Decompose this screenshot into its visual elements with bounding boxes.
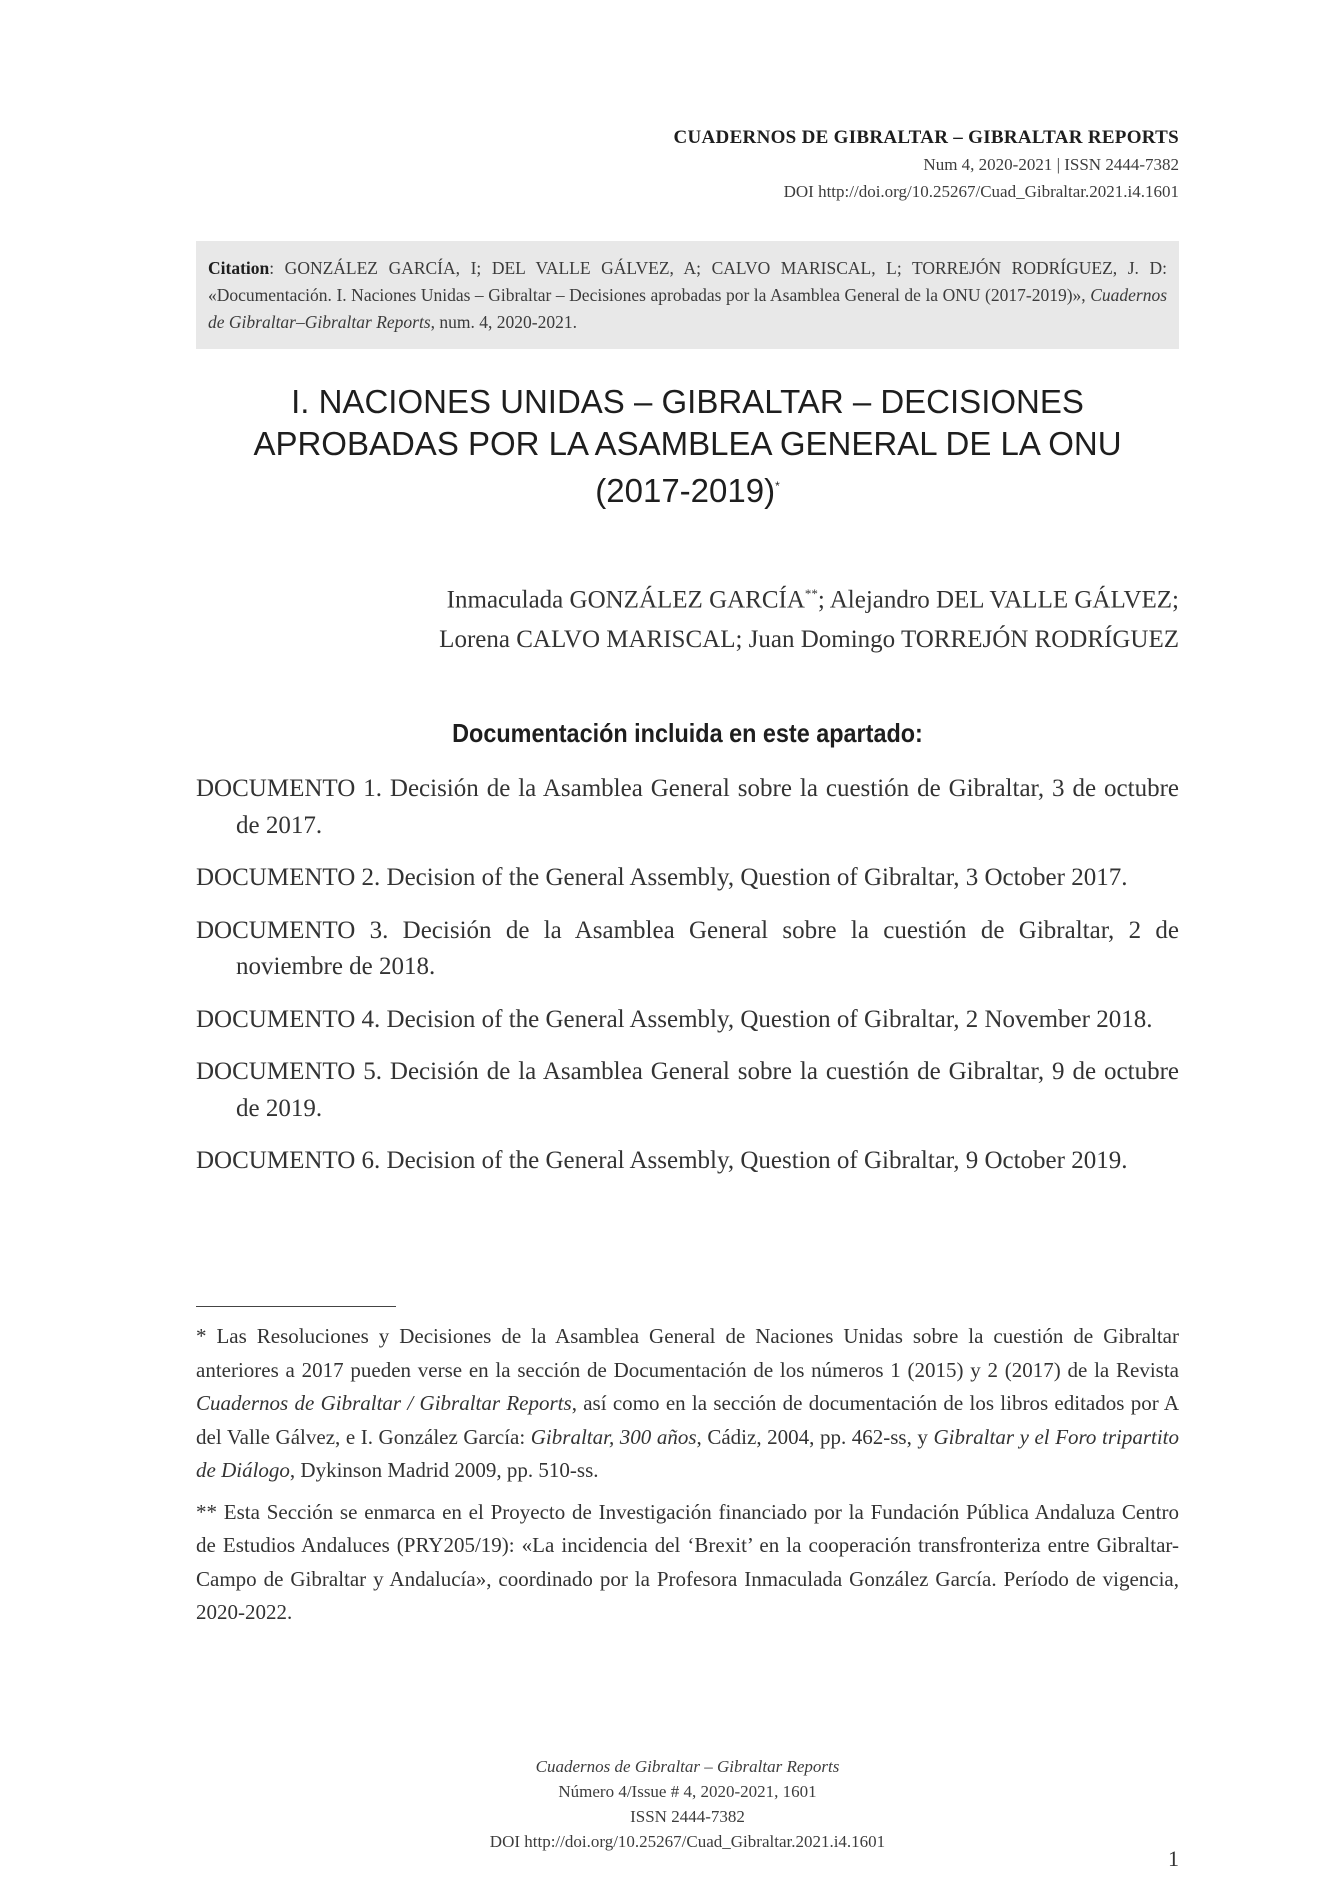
title-line-2: APROBADAS POR LA ASAMBLEA GENERAL DE LA ONU — [253, 425, 1122, 462]
title-line-3: (2017-2019) — [595, 472, 776, 509]
document-item-6: DOCUMENTO 6. Decision of the General Assembly, Question of Gibraltar, 9 October 2019. — [196, 1147, 1128, 1174]
document-item-1: DOCUMENTO 1. Decisión de la Asamblea General sobre la cuestión de Gibraltar, 3 de octubre de 2017. — [196, 775, 1179, 839]
footer-doi: DOI http://doi.org/10.25267/Cuad_Gibraltar.2021.i4.1601 — [489, 1832, 886, 1851]
author-footnote-mark: ** — [804, 586, 818, 601]
footnote-1-text-4: , Dykinson Madrid 2009, pp. 510-ss. — [289, 1458, 599, 1482]
footer-journal: Cuadernos de Gibraltar – Gibraltar Reports — [535, 1757, 840, 1776]
footnotes — [196, 1320, 1179, 1638]
citation-tail: , num. 4, 2020-2021. — [430, 312, 577, 332]
journal-header — [673, 124, 1179, 205]
footnote-1-text-2: , así como en la sección de documentación de los libros editados por A del Valle Gálvez, e I. González García: — [196, 1391, 1180, 1449]
author-1: Inmaculada GONZÁLEZ GARCÍA — [446, 586, 805, 614]
citation-box — [196, 241, 1179, 349]
footnote-1-book-2: Gibraltar y el Foro tripartito de Diálogo — [196, 1424, 1180, 1482]
journal-doi: DOI http://doi.org/10.25267/Cuad_Gibraltar.2021.i4.1601 — [783, 182, 1179, 201]
authors — [439, 574, 1179, 660]
footnote-1-journal: Cuadernos de Gibraltar / Gibraltar Reports — [196, 1391, 572, 1415]
title-line-1: I. NACIONES UNIDAS – GIBRALTAR – DECISIONES — [291, 383, 1084, 420]
footnote-1-text: * Las Resoluciones y Decisiones de la Asamblea General de Naciones Unidas sobre la cuestión de Gibraltar anteriores a 2017 pueden verse en la sección de Documentación de los números 1 (2015) y 2 (2017) de la Revista — [196, 1324, 1179, 1382]
footer-issue: Número 4/Issue # 4, 2020-2021, 1601 — [558, 1782, 817, 1801]
citation-journal: Cuadernos de Gibraltar–Gibraltar Reports — [208, 285, 1167, 332]
footnote-divider — [196, 1306, 396, 1307]
citation-text: : GONZÁLEZ GARCÍA, I; DEL VALLE GÁLVEZ, A; CALVO MARISCAL, L; TORREJÓN RODRÍGUEZ, J. D: «Documentación. I. Naciones Unidas – Gibraltar – Decisiones aprobadas por la Asamblea General de la ONU (2017-2019)», — [208, 258, 1167, 305]
journal-issue: Num 4, 2020-2021 | ISSN 2444-7382 — [923, 155, 1179, 174]
page-title — [196, 381, 1179, 512]
footer-issn: ISSN 2444-7382 — [630, 1807, 745, 1826]
document-list — [196, 771, 1179, 1196]
authors-line-2: Lorena CALVO MARISCAL; Juan Domingo TORREJÓN RODRÍGUEZ — [439, 626, 1179, 654]
footnote-1-text-3: , Cádiz, 2004, pp. 462-ss, y — [696, 1424, 934, 1449]
title-footnote-mark: * — [775, 479, 780, 493]
footnote-1-book-1: Gibraltar, 300 años — [530, 1424, 697, 1449]
document-item-4: DOCUMENTO 4. Decision of the General Assembly, Question of Gibraltar, 2 November 2018. — [196, 1005, 1153, 1033]
footnote-1 — [196, 1320, 1179, 1488]
document-item-2: DOCUMENTO 2. Decision of the General Assembly, Question of Gibraltar, 3 October 2017. — [196, 864, 1128, 891]
footnote-2: ** Esta Sección se enmarca en el Proyecto de Investigación financiado por la Fundación Pública Andaluza Centro de Estudios Andaluces (PRY205/19): «La incidencia del ‘Brexit’ en la cooperación transfronteriza entre Gibraltar-Campo de Gibraltar y Andalucía», coordinado por la Profesora Inmaculada González García. Período de vigencia, 2020-2022. — [196, 1499, 1179, 1624]
page-footer — [196, 1754, 1179, 1854]
documents-heading: Documentación incluida en este apartado: — [452, 718, 923, 748]
page-number: 1 — [1168, 1846, 1179, 1871]
citation-label: Citation — [208, 258, 270, 278]
document-item-3: DOCUMENTO 3. Decisión de la Asamblea General sobre la cuestión de Gibraltar, 2 de noviembre de 2018. — [196, 916, 1179, 980]
document-item-5: DOCUMENTO 5. Decisión de la Asamblea General sobre la cuestión de Gibraltar, 9 de octubre de 2019. — [196, 1058, 1179, 1122]
journal-name: CUADERNOS DE GIBRALTAR – GIBRALTAR REPORTS — [673, 127, 1179, 148]
authors-line-1-rest: ; Alejandro DEL VALLE GÁLVEZ; — [817, 586, 1179, 614]
